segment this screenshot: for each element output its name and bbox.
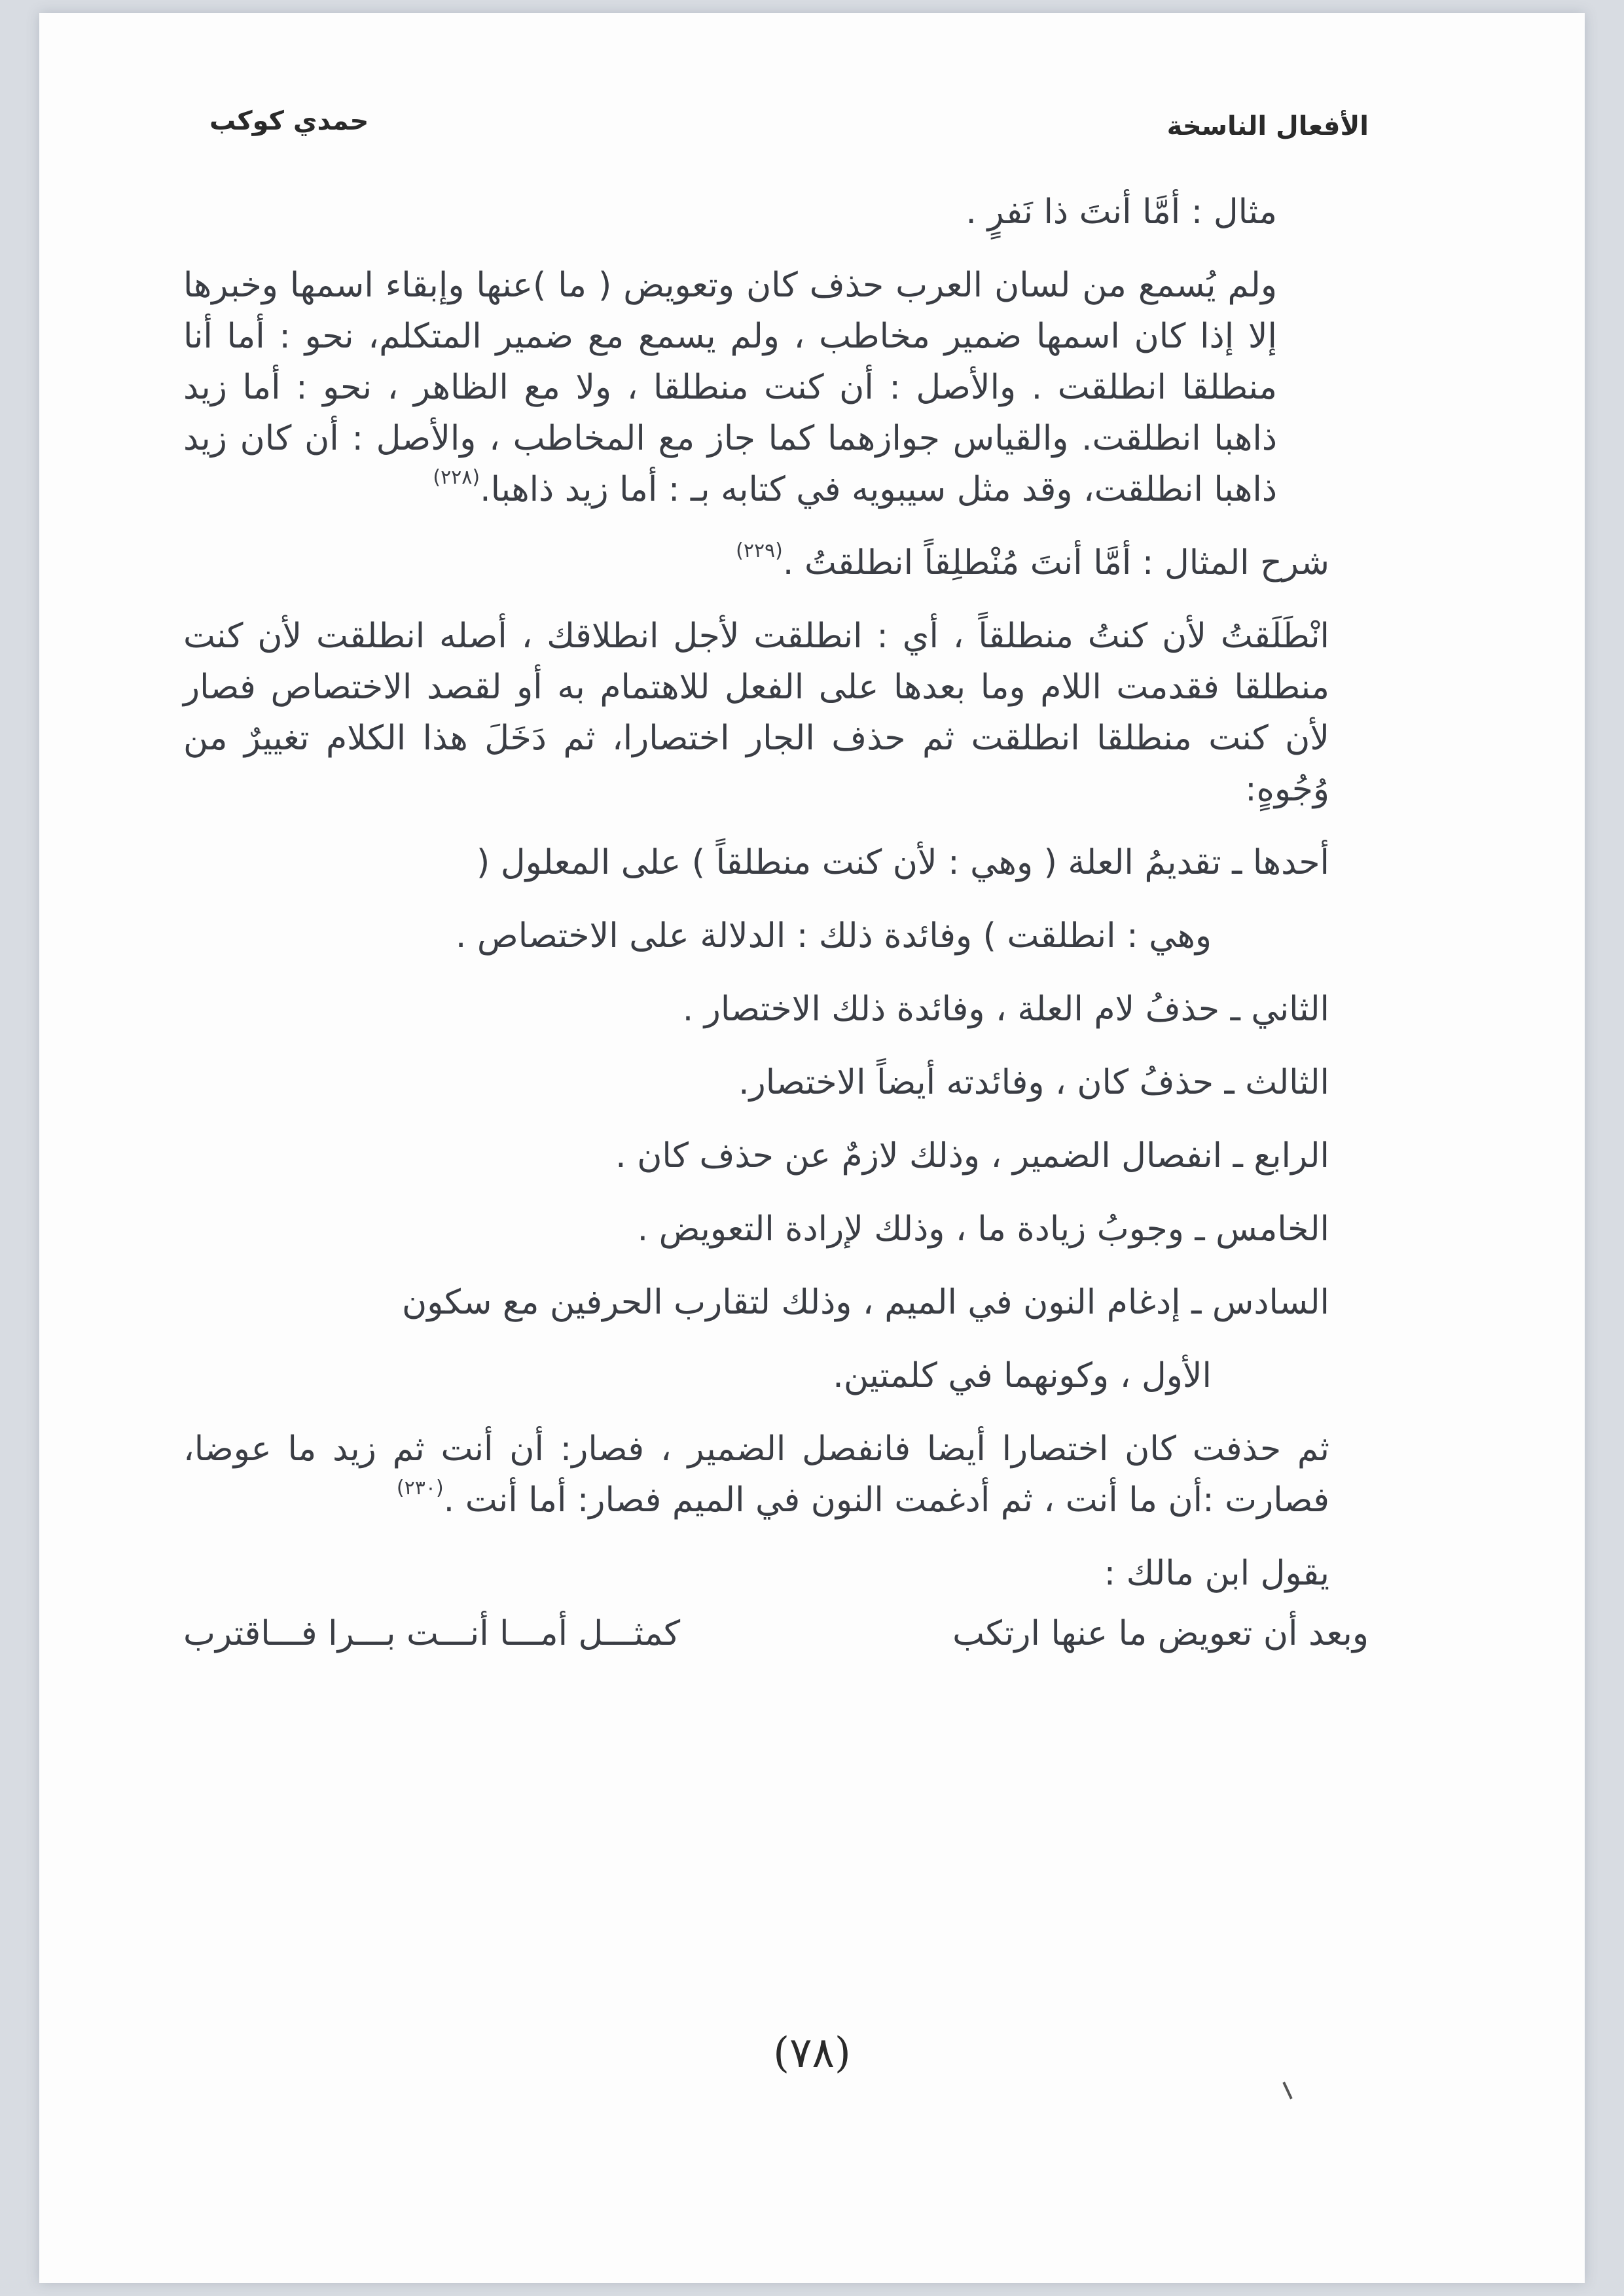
footnote-ref: (٢٣٠): [396, 1477, 444, 1499]
paragraph-conclusion: ثم حذفت كان اختصارا أيضا فانفصل الضمير ، فصار: أن أنت ثم زيد ما عوضا، فصارت :أن ما أنت ، ثم أدغمت النون في الميم فصار: أما أنت .$^{(٢٣٠)}$: [183, 1429, 1329, 1520]
paragraph-sharh-heading: شرح المثال : أمَّا أنتَ مُنْطلِقاً انطلقتُ .$^{(٢٢٩)}$: [736, 539, 1329, 583]
paragraph-explanation: انْطَلَقتُ لأن كنتُ منطلقاً ، أي : انطلقت لأجل انطلاقك ، أصله انطلقت لأن كنت منطلقا فقدمت اللام وما بعدها على الفعل للاهتمام به أو لقصد الاختصاص فصار لأن كنت منطلقا انطلقت ثم حذف الجار اختصارا، ثم دَخَلَ هذا الكلام تغييرٌ من وُجُوهٍ:: [183, 617, 1329, 809]
running-header: [170, 106, 1369, 164]
page-number: (٧٨): [773, 2029, 851, 2077]
footnote-ref: (٢٢٩): [736, 539, 783, 562]
list-item-first-cont: وهي : انطلقت ) وفائدة ذلك : الدلالة على الاختصاص .: [455, 916, 1212, 956]
document-page: [39, 13, 1585, 2283]
verse-second-hemistich: كمثـــل أمـــا أنـــت بـــرا فـــاقترب: [183, 1614, 681, 1653]
chapter-title: الأفعال الناسخة: [1166, 111, 1369, 141]
paragraph-hadhf-kana: ولم يُسمع من لسان العرب حذف كان وتعويض ( ما )عنها وإبقاء اسمها وخبرها إلا إذا كان اسمها ضمير مخاطب ، ولم يسمع مع ضمير المتكلم، نحو : أما أنا منطلقا انطلقت . والأصل : أن كنت منطلقا ، ولا مع الظاهر ، نحو : أما زيد ذاهبا انطلقت. والقياس جوازهما كما جاز مع المخاطب ، والأصل : أن كان زيد ذاهبا انطلقت، وقد مثل سيبويه في كتابه بـ : أما زيد ذاهبا.$^{(٢٢٨)}$: [183, 266, 1277, 509]
scan-speck: [1282, 2081, 1292, 2099]
list-item-fifth: الخامس ـ وجوبُ زيادة ما ، وذلك لإرادة التعويض .: [637, 1210, 1329, 1249]
list-item-fourth: الرابع ـ انفصال الضمير ، وذلك لازمٌ عن حذف كان .: [615, 1136, 1329, 1175]
author-name: حمدي كوكب: [209, 106, 369, 136]
verse-first-hemistich: وبعد أن تعويض ما عنها ارتكب: [952, 1614, 1369, 1653]
list-item-first: أحدها ـ تقديمُ العلة ( وهي : لأن كنت منطلقاً ) على المعلول (: [477, 843, 1329, 882]
list-item-third: الثالث ـ حذفُ كان ، وفائدته أيضاً الاختصار.: [738, 1063, 1329, 1102]
paragraph-ibn-malik: يقول ابن مالك :: [1104, 1554, 1329, 1593]
list-item-sixth: السادس ـ إدغام النون في الميم ، وذلك لتقارب الحرفين مع سكون: [402, 1283, 1329, 1322]
list-item-second: الثاني ـ حذفُ لام العلة ، وفائدة ذلك الاختصار .: [682, 990, 1329, 1029]
list-item-sixth-cont: الأول ، وكونهما في كلمتين.: [833, 1356, 1212, 1395]
paragraph-example: مثال : أمَّا أنتَ ذا نَفرٍ .: [965, 192, 1277, 232]
footnote-ref: (٢٢٨): [433, 466, 480, 489]
poetry-verse: [183, 1608, 1369, 1659]
body-text: [183, 187, 1369, 1659]
